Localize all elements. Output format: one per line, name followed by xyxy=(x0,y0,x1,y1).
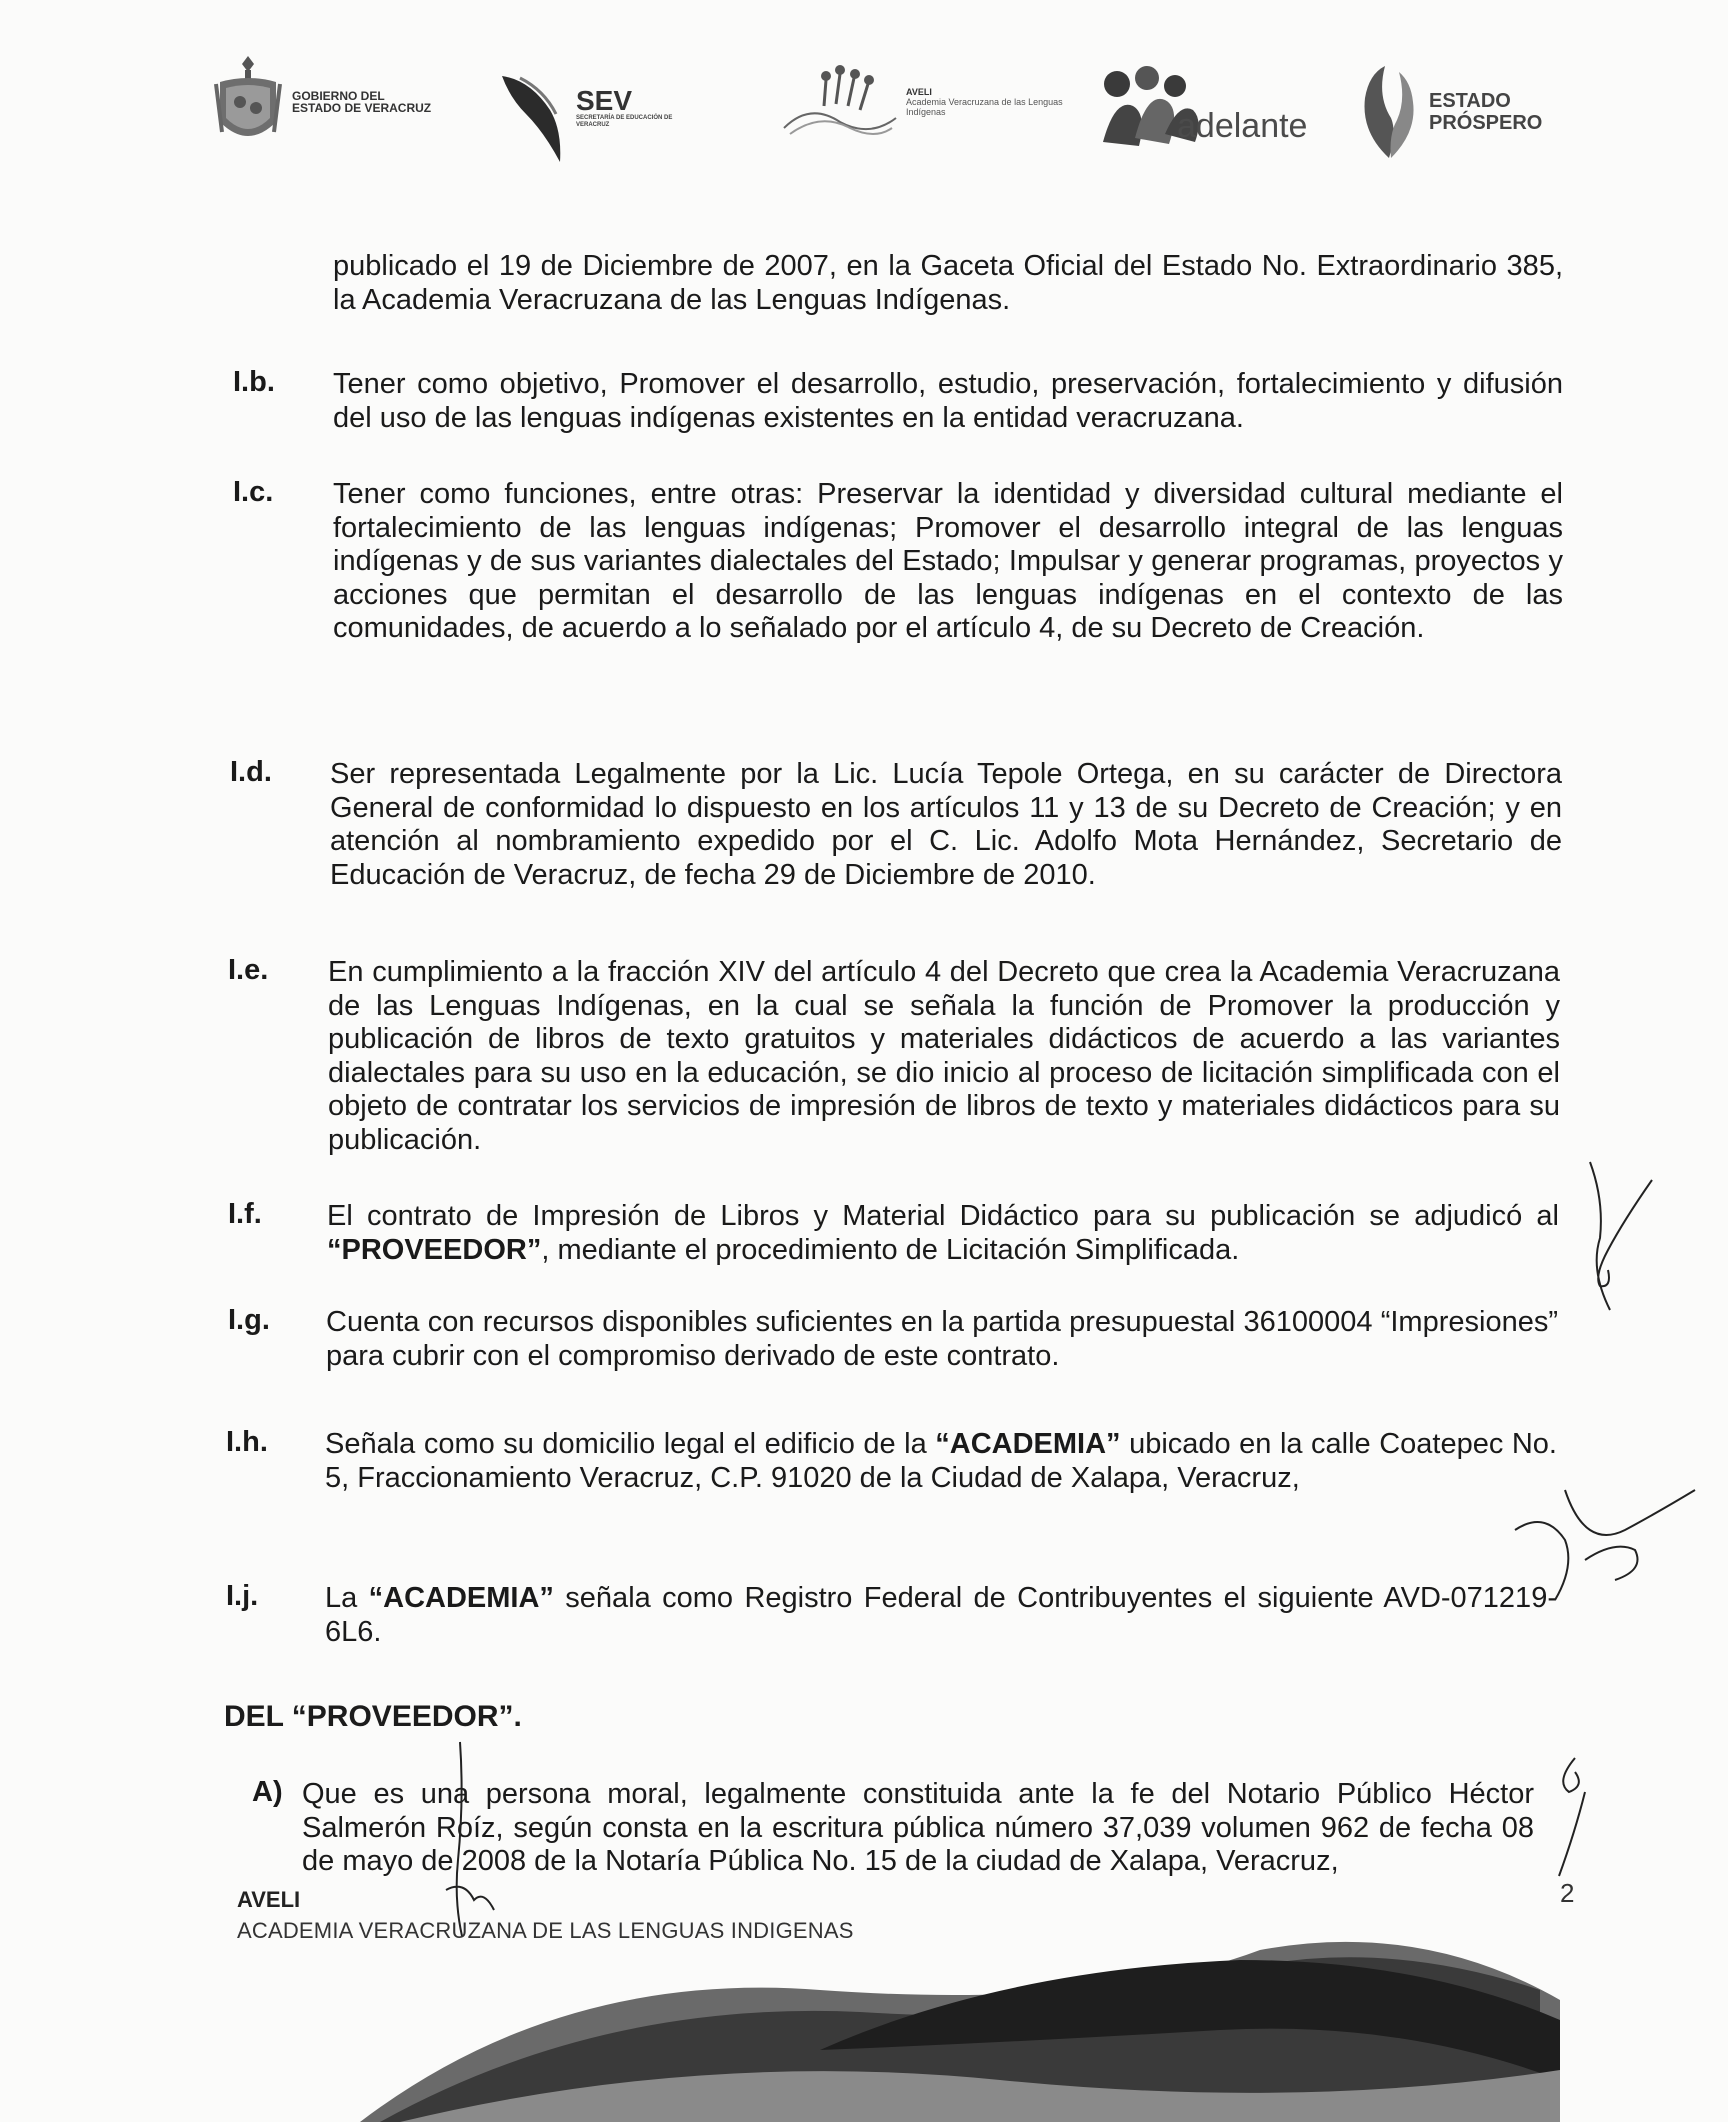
footer-aveli: AVELI xyxy=(237,1887,301,1912)
prospero-line1: ESTADO xyxy=(1429,90,1511,112)
footer-academia: ACADEMIA VERACRUZANA DE LAS LENGUAS INDIGENAS xyxy=(237,1918,854,1943)
item-label-ig: I.g. xyxy=(228,1304,270,1336)
aveli-subtitle: Academia Veracruzana de las Lenguas Indígenas xyxy=(906,97,1063,117)
item-label-ib: I.b. xyxy=(233,366,275,398)
item-label-ie: I.e. xyxy=(228,954,269,986)
sev-wing-icon xyxy=(500,70,570,165)
signature-mark-3 xyxy=(1545,1752,1605,1882)
item-text-id: Ser representada Legalmente por la Lic. Lucía Tepole Ortega, en su carácter de Directora General de conformidad lo dispuesto en los artículos 11 y 13 de su Decreto de Creación; y en atención al nombramiento expedido por el C. Lic. Adolfo Mota Hernández, Secretario de Educación de Veracruz, de fecha 29 de Diciembre de 2010. xyxy=(330,758,1562,891)
aveli-logo xyxy=(780,62,1076,142)
item-label-id: I.d. xyxy=(230,756,272,788)
adelante-logo xyxy=(1095,62,1307,152)
item-text-ig: Cuenta con recursos disponibles suficientes en la partida presupuestal 36100004 “Impresiones” para cubrir con el compromiso derivado de este contrato. xyxy=(326,1306,1558,1372)
item-text-ij xyxy=(325,1582,1557,1649)
item-text-ij-bold: “ACADEMIA” xyxy=(368,1582,554,1614)
item-text-ih-bold: “ACADEMIA” xyxy=(935,1428,1121,1460)
item-text-ij-a: La xyxy=(325,1582,369,1614)
footer-wave-decoration xyxy=(0,1930,1728,2122)
estado-prospero-logo xyxy=(1355,62,1542,162)
item-text-ih-b: ubicado en la calle Coatepec No. 5, Fraccionamiento Veracruz, C.P. 91020 de la Ciudad de Xalapa, Veracruz, xyxy=(325,1428,1557,1494)
header-logos xyxy=(0,0,1728,170)
item-text-if xyxy=(327,1200,1559,1267)
signature-mark-2 xyxy=(1505,1470,1705,1620)
item-text-ie: En cumplimiento a la fracción XIV del artículo 4 del Decreto que crea la Academia Veracruzana de las Lenguas Indígenas, en la cual se señala la función de Promover la producción y publicación de libros de texto gratuitos y materiales didácticos de acuerdo a las variantes dialectales para su uso en la educación, se dio inicio al proceso de licitación simplificada con el objeto de contratar los servicios de impresión de libros de texto y materiales didácticos para su publicación. xyxy=(328,956,1560,1156)
coat-of-arms-icon xyxy=(212,52,284,152)
aveli-title: AVELI xyxy=(906,87,932,97)
item-label-ic: I.c. xyxy=(233,476,274,508)
intro-paragraph: publicado el 19 de Diciembre de 2007, en la Gaceta Oficial del Estado No. Extraordinario 385, la Academia Veracruzana de las Lenguas Indígenas. xyxy=(333,250,1563,316)
item-label-ih: I.h. xyxy=(226,1426,268,1458)
signature-mark-1 xyxy=(1560,1160,1660,1320)
item-label-if: I.f. xyxy=(228,1198,262,1230)
prospero-line2: PRÓSPERO xyxy=(1429,112,1543,134)
prospero-leaf-icon xyxy=(1355,62,1425,162)
item-text-ih-a: Señala como su domicilio legal el edificio de la xyxy=(325,1428,936,1460)
proveedor-text-a: Que es una persona moral, legalmente constituida ante la fe del Notario Público Héctor Salmerón Roíz, según consta en la escritura pública número 37,039 volumen 962 de fecha 08 de mayo de 2008 de la Notaría Pública No. 15 de la ciudad de Xalapa, Veracruz, xyxy=(302,1778,1534,1877)
aveli-hands-icon xyxy=(780,62,900,142)
sev-title: SEV xyxy=(576,84,633,116)
gobierno-line1: GOBIERNO DEL xyxy=(292,89,385,103)
gobierno-line2: ESTADO DE VERACRUZ xyxy=(292,101,432,115)
item-text-ib: Tener como objetivo, Promover el desarrollo, estudio, preservación, fortalecimiento y difusión del uso de las lenguas indígenas existentes en la entidad veracruzana. xyxy=(333,368,1563,434)
item-text-if-b: , mediante el procedimiento de Licitación Simplificada. xyxy=(541,1233,1240,1266)
item-label-ij: I.j. xyxy=(226,1580,259,1612)
item-text-if-bold: “PROVEEDOR” xyxy=(327,1233,542,1266)
proveedor-label-a: A) xyxy=(252,1776,283,1808)
gobierno-veracruz-logo xyxy=(212,52,472,152)
page-number: 2 xyxy=(1560,1878,1575,1908)
item-text-if-a: El contrato de Impresión de Libros y Material Didáctico para su publicación se adjudicó al xyxy=(327,1200,1559,1232)
item-text-ij-b: señala como Registro Federal de Contribuyentes el siguiente AVD-071219-6L6. xyxy=(325,1582,1557,1648)
sev-logo xyxy=(500,70,706,165)
item-text-ic: Tener como funciones, entre otras: Preservar la identidad y diversidad cultural mediante el fortalecimiento de las lenguas indígenas; Promover el desarrollo integral de las lenguas indígenas y de sus variantes dialectales del Estado; Impulsar y generar programas, proyectos y acciones que permitan el desarrollo de las lenguas indígenas en el contexto de las comunidades, de acuerdo a lo señalado por el artículo 4, de su Decreto de Creación. xyxy=(333,478,1563,644)
signature-mark-4 xyxy=(440,1740,500,1940)
adelante-word: adelante xyxy=(1177,106,1308,145)
section-title-proveedor: DEL “PROVEEDOR”. xyxy=(224,1700,522,1733)
sev-subtitle: SECRETARÍA DE EDUCACIÓN DE VERACRUZ xyxy=(576,114,673,128)
item-text-ih xyxy=(325,1428,1557,1495)
